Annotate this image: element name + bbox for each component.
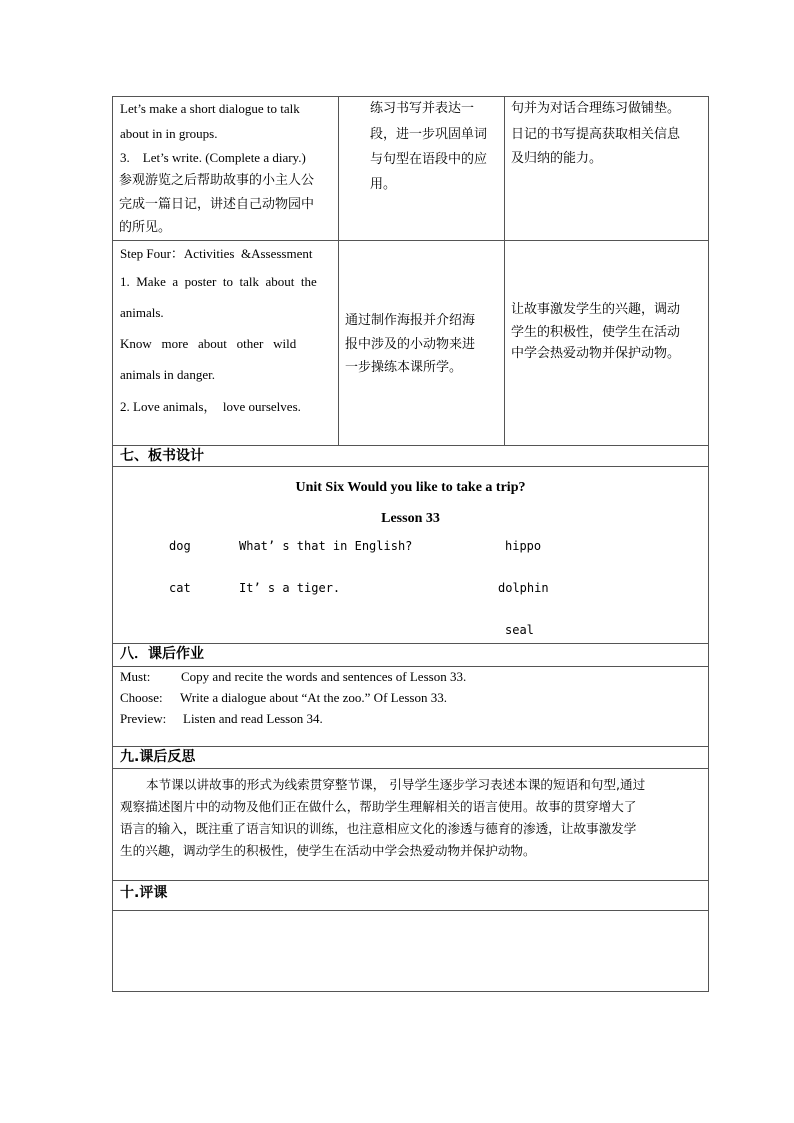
text-line: Let’s make a short dialogue to talk xyxy=(120,101,300,116)
text-line: 学生的积极性，使学生在活动 xyxy=(511,325,681,340)
text-line: 让故事激发学生的兴趣，调动 xyxy=(511,302,681,317)
text-line: 一步操练本课所学。 xyxy=(345,360,463,375)
row-divider xyxy=(112,746,709,747)
reflection-line: 本节课以讲故事的形式为线索贯穿整节课， 引导学生逐步学习表述本课的短语和句型,通过 xyxy=(146,777,646,792)
step-title: Step Four：Activities &Assessment xyxy=(120,246,313,261)
text-line: 日记的书写提高获取相关信息 xyxy=(511,127,681,142)
text-line: Know more about other wild xyxy=(120,336,297,351)
board-sentence: What’ s that in English? xyxy=(239,539,413,553)
board-word: cat xyxy=(169,581,191,595)
section-heading-reflection: 九.课后反思 xyxy=(120,749,196,765)
reflection-line: 语言的输入，既注重了语言知识的训练，也注意相应文化的渗透与德育的渗透，让故事激发学 xyxy=(120,821,637,836)
section-heading-evaluation: 十.评课 xyxy=(120,885,168,901)
homework-text: Listen and read Lesson 34. xyxy=(183,711,323,726)
board-sentence: It’ s a tiger. xyxy=(239,581,341,595)
text-line: 的所见。 xyxy=(119,220,172,235)
section-heading-blackboard: 七、板书设计 xyxy=(120,448,204,464)
reflection-line: 观察描述图片中的动物及他们正在做什么，帮助学生理解相关的语言使用。故事的贯穿增大了 xyxy=(120,799,637,814)
text-line: 用。 xyxy=(370,177,397,192)
text-line: 完成一篇日记，讲述自己动物园中 xyxy=(119,197,315,212)
text-line: 1. Make a poster to talk about the xyxy=(120,274,317,289)
homework-text: Write a dialogue about “At the zoo.” Of Lesson 33. xyxy=(180,690,447,705)
board-lesson: Lesson 33 xyxy=(381,511,440,526)
board-word: dog xyxy=(169,539,191,553)
text-line: 报中涉及的小动物来进 xyxy=(345,337,476,352)
row-divider xyxy=(112,880,709,881)
text-line: 通过制作海报并介绍海 xyxy=(345,313,476,328)
board-word: hippo xyxy=(505,539,542,553)
text-line: 及归纳的能力。 xyxy=(511,151,603,166)
row-divider xyxy=(112,466,709,467)
text-line: 3. Let’s write. (Complete a diary.) xyxy=(120,150,306,165)
column-divider xyxy=(504,96,505,445)
row-divider xyxy=(112,768,709,769)
homework-text: Copy and recite the words and sentences of Lesson 33. xyxy=(181,669,467,684)
homework-label: Must: xyxy=(120,669,151,684)
board-title: Unit Six Would you like to take a trip? xyxy=(295,480,526,495)
text-line: animals in danger. xyxy=(120,367,215,382)
text-line: about in in groups. xyxy=(120,126,218,141)
text-line: 参观游览之后帮助故事的小主人公 xyxy=(119,173,315,188)
text-line: animals. xyxy=(120,305,164,320)
homework-label: Choose: xyxy=(120,690,163,705)
evaluation-blank-area xyxy=(113,911,708,991)
section-heading-homework: 八．课后作业 xyxy=(120,646,204,662)
text-line: 段，进一步巩固单词 xyxy=(370,127,488,142)
text-line: 句并为对话合理练习做铺垫。 xyxy=(511,101,681,116)
column-divider xyxy=(338,96,339,445)
board-word: seal xyxy=(505,623,534,637)
text-line: 与句型在语段中的应 xyxy=(370,152,488,167)
board-word: dolphin xyxy=(498,581,549,595)
text-line: 2. Love animals， love ourselves. xyxy=(120,399,301,414)
homework-label: Preview: xyxy=(120,711,167,726)
reflection-line: 生的兴趣，调动学生的积极性，使学生在活动中学会热爱动物并保护动物。 xyxy=(120,843,536,858)
text-line: 练习书写并表达一 xyxy=(370,101,475,116)
text-line: 中学会热爱动物并保护动物。 xyxy=(511,346,681,361)
row-divider xyxy=(112,240,709,241)
